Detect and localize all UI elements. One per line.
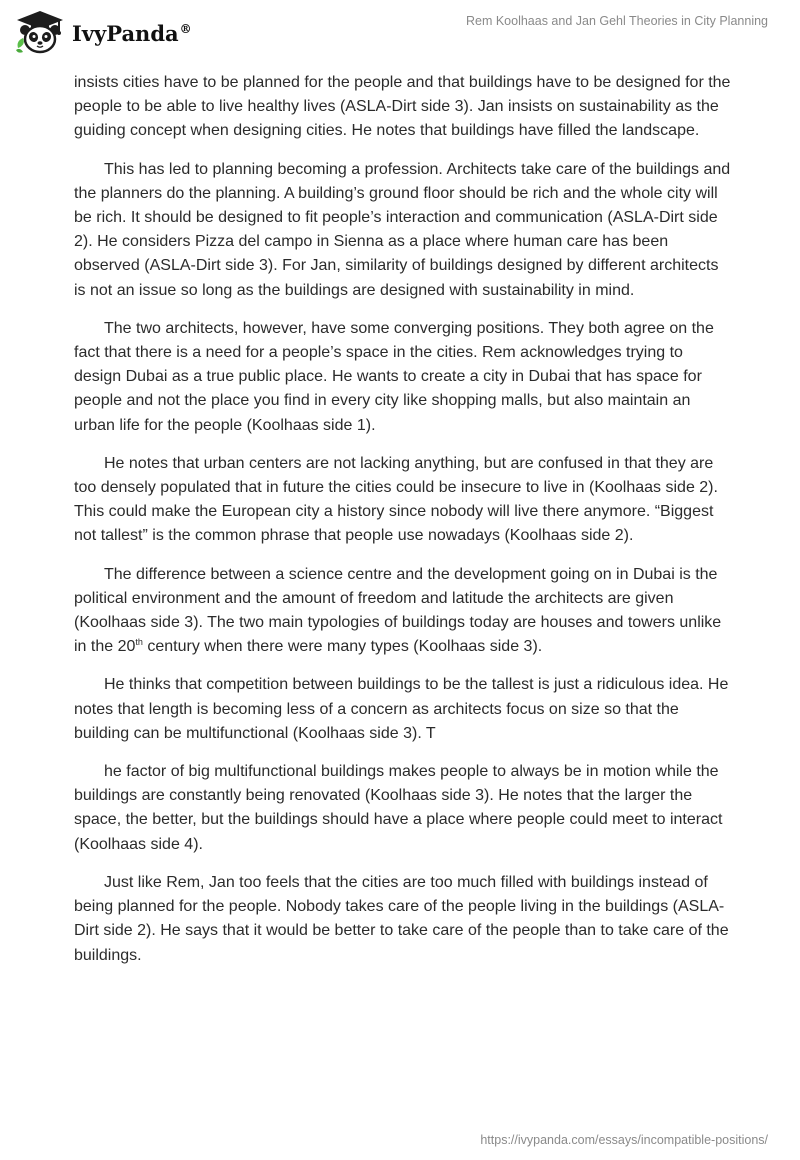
source-url-link[interactable]: https://ivypanda.com/essays/incompatible-positions/: [480, 1133, 768, 1147]
paragraph: he factor of big multifunctional buildings makes people to always be in motion while the buildings are constantly being renovated (Koolhaas side 3). He notes that the larger the space, the better, but the buildings should have a place where people could meet to interact (Koolhaas side 4).: [74, 763, 723, 853]
paragraph: Just like Rem, Jan too feels that the cities are too much filled with buildings instead of being planned for the people. Nobody takes care of the people living in the buildings (ASLA-Dirt side 2). He says that it would be better to take care of the people than to take care of the buildings.: [74, 873, 729, 964]
document-title: Rem Koolhaas and Jan Gehl Theories in City Planning: [465, 14, 768, 28]
page-header: [0, 0, 800, 60]
brand-name: IvyPanda®: [72, 20, 192, 46]
essay-body: [74, 71, 734, 982]
paragraph: He thinks that competition between buildings to be the tallest is just a ridiculous idea. He notes that length is becoming less of a concern as architects focus on size so that the building can be multifunctional (Koolhaas side 3). T: [74, 676, 729, 742]
paragraph: [74, 563, 734, 660]
ordinal-suffix: th: [135, 637, 143, 648]
registered-mark: ®: [179, 21, 192, 36]
brand-logo[interactable]: [14, 8, 192, 56]
paragraph: The two architects, however, have some converging positions. They both agree on the fact that there is a need for a people’s space in the cities. Rem acknowledges trying to design Dubai as a true public place. He wants to create a city in Dubai that has space for people and not the place you find in every city like shopping malls, but also maintain an urban life for the people (Koolhaas side 1).: [74, 319, 714, 434]
paragraph: insists cities have to be planned for the people and that buildings have to be designed for the people to be able to live healthy lives (ASLA-Dirt side 3). Jan insists on sustainability as the guiding concept when designing cities. He notes that buildings have filled the landscape.: [74, 74, 731, 140]
paragraph-text: The difference between a science centre and the development going on in Dubai is the political environment and the amount of freedom and latitude the architects are given (Koolhaas side 3). The two main typologies of buildings today are houses and towers unlike in the 20: [74, 565, 722, 656]
panda-graduate-icon: [14, 8, 66, 56]
paragraph-text: century when there were many types (Koolhaas side 3).: [142, 638, 543, 656]
paragraph: He notes that urban centers are not lacking anything, but are confused in that they are too densely populated that in future the cities could be insecure to live in (Koolhaas side 2). This could make the European city a history since nobody will live there anymore. “Biggest not tallest” is the common phrase that people use nowadays (Koolhaas side 2).: [74, 454, 718, 545]
paragraph: This has led to planning becoming a profession. Architects take care of the buildings and the planners do the planning. A building’s ground floor should be rich and the whole city will be rich. It should be designed to fit people’s interaction and communication (ASLA-Dirt side 2). He considers Pizza del campo in Sienna as a place where human care has been observed (ASLA-Dirt side 3). For Jan, similarity of buildings designed by different architects is not an issue so long as the buildings are designed with sustainability in mind.: [74, 160, 731, 299]
